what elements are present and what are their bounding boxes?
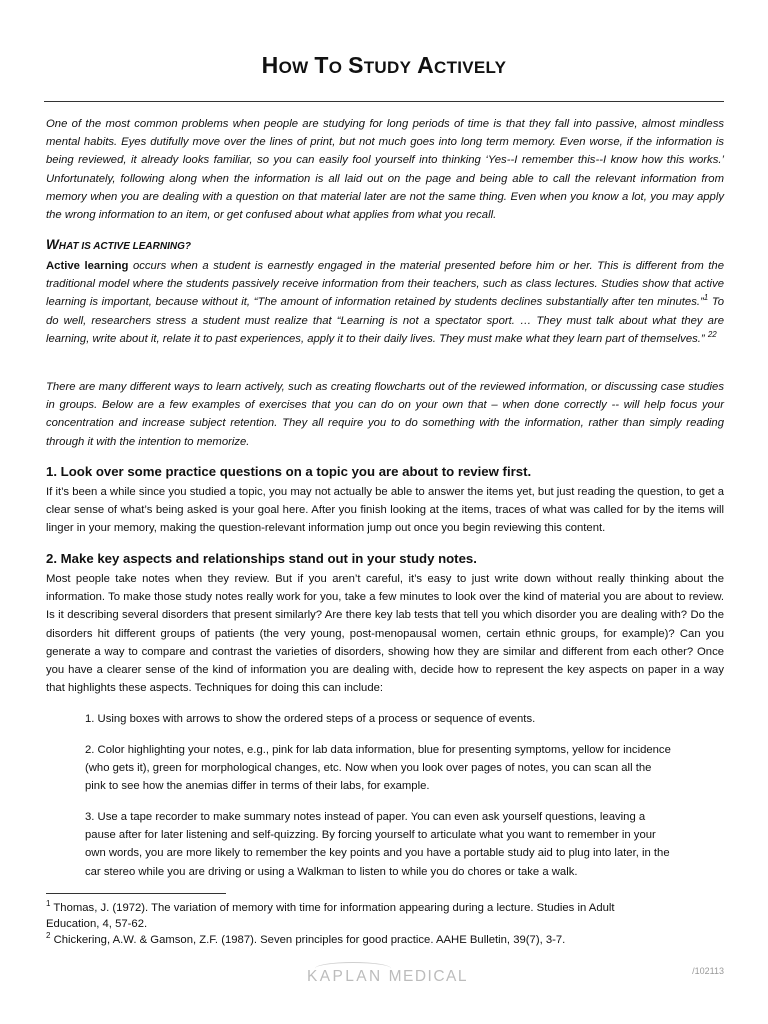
active-text-2: To do well, researchers stress a student must realize that “Learning is not a spectator sport. … They must talk about what they are learning, write about it, relate it to past experiences, apply it to their daily lives. They must make what they learn part of themselves.”: [46, 296, 724, 345]
active-text-1: occurs when a student is earnestly engaged in the material presented before him or her. This is different from the traditional model where the students passively receive information from their teachers, such as class lectures. Studies show that active learning is important, because without it, “The amount of information retained by students declines substantially after ten minutes.”: [46, 260, 724, 309]
footnote-ref-2: 22: [707, 330, 717, 340]
list-item: 3. Use a tape recorder to make summary notes instead of paper. You can even ask yourself questions, leaving a pause after for later listening and self-quizzing. By forcing yourself to articulate what you want to remember in your own words, you are more likely to remember the key points and you have a portable study aid to plug into later, in the car stereo while you are driving or using a Walkman to listen to while you do chores or take a walk.: [85, 811, 670, 878]
title-part: CTIVELY: [434, 58, 507, 77]
footnote-text: Thomas, J. (1972). The variation of memory with time for information appearing during a lecture. Studies in Adult Education, 4, 57-62.: [46, 902, 615, 930]
section-1-heading: 1. Look over some practice questions on a topic you are about to review first.: [46, 464, 532, 479]
title-part: H: [261, 52, 279, 78]
footnote-number: 2: [46, 931, 51, 941]
many-ways-paragraph: There are many different ways to learn actively, such as creating flowcharts out of the reviewed information, or discussing case studies in groups. Below are a few examples of exercises that you can do on your own that – when done correctly -- will help focus your concentration and increase subject retention. They all require you to do something with the information, rather than simply reading through it with the intention to memorize.: [46, 381, 724, 448]
section-1-paragraph: If it’s been a while since you studied a topic, you may not actually be able to answer the items yet, but just reading the question, to get a clear sense of what’s being asked is your goal here. After you finish looking at the items, traces of what was called for by the items will linger in your memory, making the question-relevant information jump out once you begin reviewing this content.: [46, 486, 724, 535]
technique-list: [85, 710, 675, 728]
footnote-divider: [46, 893, 226, 894]
footnote-ref-1: 1: [703, 293, 709, 303]
kaplan-medical-logo: [307, 968, 467, 986]
technique-list: [85, 808, 675, 881]
footnote-text: Chickering, A.W. & Gamson, Z.F. (1987). Seven principles for good practice. AAHE Bulletin, 39(7), 3-7.: [50, 934, 566, 946]
heading-part: W: [46, 237, 59, 252]
list-item: 1. Using boxes with arrows to show the ordered steps of a process or sequence of events.: [85, 713, 536, 725]
title-part: TUDY: [363, 58, 412, 77]
logo-brand: KAPLAN: [307, 968, 383, 985]
intro-paragraph: One of the most common problems when people are studying for long periods of time is that they fall into passive, almost mindless mental habits. Eyes dutifully move over the lines of print, but not much goes into long term memory. Even worse, if the information is being reviewed, it already looks familiar, so you can easily fool yourself into thinking ‘Yes--I remember this--I know how this works.’ Unfortunately, following along when the information is all laid out on the page and being able to call the relevant information from memory when you are dealing with a question on that material later are not the same thing. Even when you know a lot, you may apply the wrong information to an item, or get confused about what applies from what you recall.: [46, 118, 724, 222]
title-part: A: [417, 52, 434, 78]
footnote-number: 1: [46, 899, 51, 909]
logo-sub: MEDICAL: [388, 968, 468, 985]
title-part: O: [328, 58, 343, 77]
page-title: [0, 52, 768, 79]
active-learning-term: Active learning: [46, 260, 129, 272]
footnote: [46, 900, 666, 932]
title-part: T: [314, 52, 329, 78]
list-item: 2. Color highlighting your notes, e.g., pink for lab data information, blue for presenting symptoms, yellow for incidence (who gets it), green for morphological changes, etc. Now when you look over pages of notes, you can scan all the pink to see how the anemias differ in terms of their labs, for example.: [85, 744, 671, 793]
section-2-heading: 2. Make key aspects and relationships stand out in your study notes.: [46, 551, 477, 566]
footnotes: [46, 900, 666, 948]
what-is-active-learning-heading: [46, 237, 191, 252]
title-divider: [44, 101, 724, 102]
section-2-paragraph: Most people take notes when they review. But if you aren’t careful, it’s easy to just write down without really thinking about the information. To make those study notes really work for you, take a few minutes to look over the kind of material you are about to review. Is it describing several disorders that present similarly? Are there key lab tests that tell you which disorder you are dealing with? Do the disorders hit different groups of patients (the very young, post-menopausal women, certain ethnic groups, for example)? Can you generate a way to compare and contrast the varieties of disorders, showing how they are similar and different from each other? Once you have a clearer sense of the kind of information you are dealing with, decide how to represent the key aspects on paper in a way that highlights these aspects. Techniques for doing this can include:: [46, 573, 724, 695]
footnote: [46, 932, 666, 948]
active-learning-paragraph: [46, 257, 724, 348]
document-code: /102113: [692, 966, 724, 976]
heading-part: HAT IS ACTIVE LEARNING?: [58, 241, 191, 252]
title-part: S: [348, 52, 364, 78]
technique-list: [85, 741, 675, 796]
title-part: OW: [278, 58, 309, 77]
